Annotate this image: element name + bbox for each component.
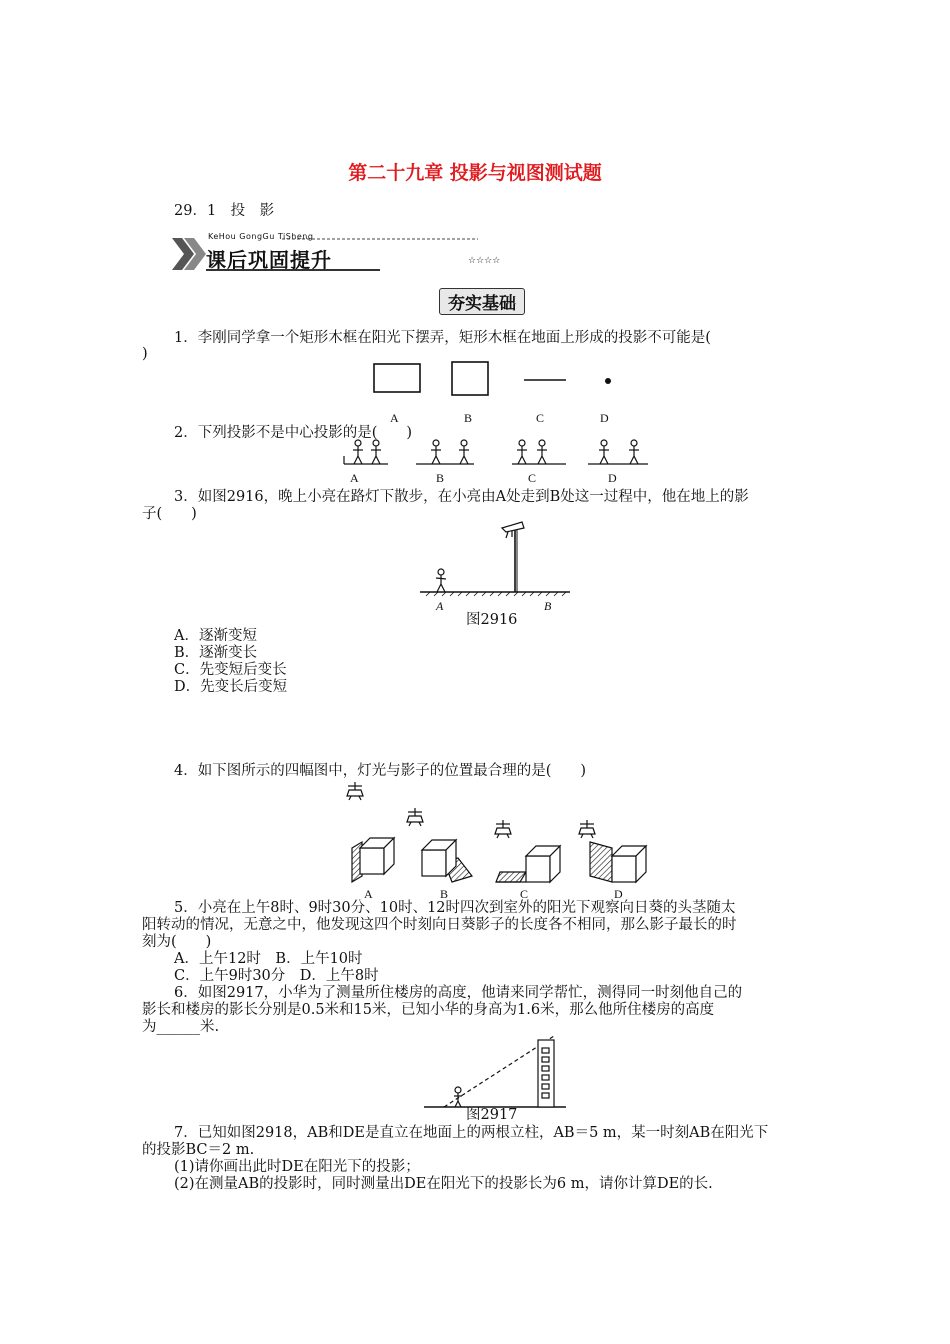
banner [172,230,522,272]
q2-label-d: D [608,471,617,485]
q6-line3: 为______米. [142,1019,220,1035]
q5-options-1: A．上午12时 B．上午10时 [174,951,363,967]
q1-line1: 1．李刚同学拿一个矩形木框在阳光下摆弄，矩形木框在地面上形成的投影不可能是( [174,330,711,346]
q3-line2: 子( ) [142,506,197,522]
q4-label-a: A [364,887,373,901]
section-badge: 夯实基础 [439,288,525,315]
q1-label-a: A [390,411,399,425]
q6-line2: 影长和楼房的影长分别是0.5米和15米，已知小华的身高为1.6米，那么他所住楼房的高度 [142,1002,715,1018]
q1-line2: ) [142,346,148,362]
q6-caption: 图2917 [466,1107,518,1123]
q4-figure [340,780,650,890]
q1-label-c: C [536,411,545,425]
q7-line3: (1)请你画出此时DE在阳光下的投影； [174,1159,420,1175]
q2-text: 2．下列投影不是中心投影的是( ) [174,425,413,441]
q3-fig-label-a: A [436,599,444,613]
q3-fig-label-b: B [544,599,552,613]
q4-text: 4．如下图所示的四幅图中，灯光与影子的位置最合理的是( ) [174,763,587,779]
q7-line4: (2)在测量AB的投影时，同时测量出DE在阳光下的投影长为6 m，请你计算DE的长. [174,1176,713,1192]
q3-option-b: B．逐渐变长 [174,645,258,661]
q5-line3: 刻为( ) [142,934,212,950]
q5-line2: 阳转动的情况，无意之中，他发现这四个时刻向日葵影子的长度各不相同，那么影子最长的时 [142,917,737,933]
q2-label-b: B [436,471,445,485]
q5-line1: 5．小亮在上午8时、9时30分、10时、12时四次到室外的阳光下观察向日葵的头茎随太 [174,900,736,916]
q6-figure [420,1034,570,1110]
q7-line2: 的投影BC＝2 m. [142,1142,255,1158]
q7-line1: 7．已知如图2918，AB和DE是直立在地面上的两根立柱，AB＝5 m，某一时刻AB在阳光下 [174,1125,769,1141]
q2-label-c: C [528,471,537,485]
banner-title: 课后巩固提升 [206,248,332,272]
q6-line1: 6．如图2917，小华为了测量所住楼房的高度，他请来同学帮忙，测得同一时刻他自己的 [174,985,743,1001]
q2-figure [336,436,656,468]
q3-figure [420,516,570,602]
q1-figure [360,360,640,400]
q4-label-b: B [440,887,449,901]
q1-label-d: D [600,411,609,425]
section-heading: 29．1 投 影 [174,203,275,219]
banner-stars: ☆☆☆☆ [468,256,501,266]
q3-option-c: C．先变短后变长 [174,662,287,678]
q4-label-c: C [520,887,529,901]
q5-options-2: C．上午9时30分 D．上午8时 [174,968,379,984]
q3-line1: 3．如图2916，晚上小亮在路灯下散步，在小亮由A处走到B处这一过程中，他在地上的影 [174,489,749,505]
banner-pinyin: KeHou GongGu TiSheng [208,232,314,241]
q1-label-b: B [464,411,473,425]
q4-label-d: D [614,887,623,901]
q3-option-a: A．逐渐变短 [174,628,257,644]
q3-caption: 图2916 [466,612,518,628]
q2-label-a: A [350,471,359,485]
q3-option-d: D．先变长后变短 [174,679,288,695]
page-title: 第二十九章 投影与视图测试题 [348,162,602,184]
